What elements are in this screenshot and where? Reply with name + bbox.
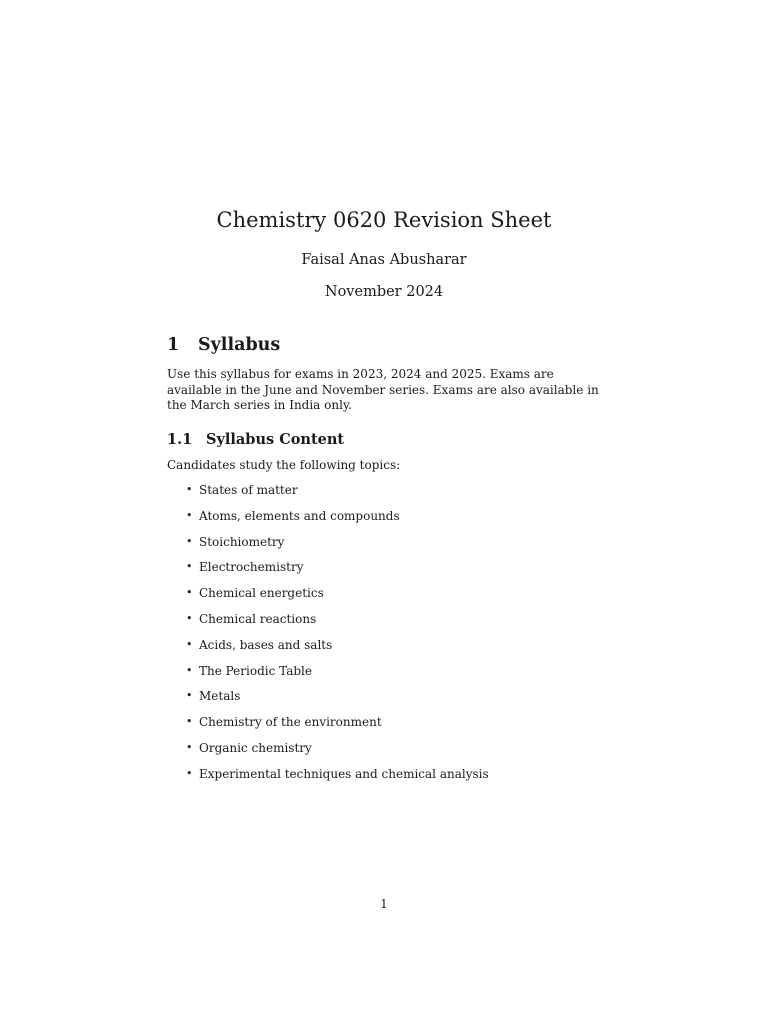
bullet-icon: • bbox=[186, 740, 193, 754]
document-author: Faisal Anas Abusharar bbox=[301, 252, 467, 268]
list-item bbox=[186, 714, 489, 740]
topic-label: Chemistry of the environment bbox=[199, 715, 382, 730]
section-title: Syllabus bbox=[198, 335, 281, 355]
bullet-icon: • bbox=[186, 637, 193, 651]
list-item bbox=[186, 611, 489, 637]
subsection-title: Syllabus Content bbox=[206, 431, 345, 448]
document-title: Chemistry 0620 Revision Sheet bbox=[216, 208, 552, 232]
topics-list bbox=[186, 482, 489, 792]
bullet-icon: • bbox=[186, 534, 193, 548]
list-item bbox=[186, 766, 489, 792]
list-item bbox=[186, 663, 489, 689]
bullet-icon: • bbox=[186, 483, 193, 496]
bullet-icon: • bbox=[186, 586, 193, 600]
topic-label: Chemical reactions bbox=[199, 611, 317, 626]
bullet-icon: • bbox=[186, 689, 193, 703]
topic-label: States of matter bbox=[199, 483, 298, 497]
bullet-icon: • bbox=[186, 611, 193, 625]
page-number: 1 bbox=[380, 897, 388, 911]
list-item bbox=[186, 637, 489, 663]
bullet-icon: • bbox=[186, 663, 193, 677]
topic-label: Metals bbox=[199, 689, 241, 704]
topic-label: Acids, bases and salts bbox=[199, 637, 333, 652]
topic-label: Electrochemistry bbox=[199, 560, 304, 575]
topic-label: Organic chemistry bbox=[199, 740, 312, 755]
list-item bbox=[186, 740, 489, 766]
bullet-icon: • bbox=[186, 766, 193, 780]
bullet-icon: • bbox=[186, 560, 193, 574]
subsection-heading bbox=[167, 430, 344, 450]
section-heading bbox=[167, 333, 280, 357]
section-number: 1 bbox=[167, 335, 180, 355]
subsection-number: 1.1 bbox=[167, 431, 193, 448]
list-item bbox=[186, 482, 489, 508]
list-item bbox=[186, 585, 489, 611]
topic-label: Chemical energetics bbox=[199, 586, 324, 601]
list-item bbox=[186, 534, 489, 560]
topic-label: Atoms, elements and compounds bbox=[199, 508, 400, 523]
section-paragraph: Use this syllabus for exams in 2023, 2024 and 2025. Exams are available in the June and November series. Exams are also available in the March series in India only. bbox=[167, 367, 599, 412]
bullet-icon: • bbox=[186, 715, 193, 729]
topic-label: The Periodic Table bbox=[199, 663, 312, 678]
topic-label: Stoichiometry bbox=[199, 534, 285, 549]
document-date: November 2024 bbox=[324, 284, 444, 300]
list-item bbox=[186, 559, 489, 585]
bullet-icon: • bbox=[186, 508, 193, 522]
topic-label: Experimental techniques and chemical analysis bbox=[199, 766, 489, 781]
list-item bbox=[186, 688, 489, 714]
list-item bbox=[186, 508, 489, 534]
topics-lead-text: Candidates study the following topics: bbox=[167, 458, 401, 472]
